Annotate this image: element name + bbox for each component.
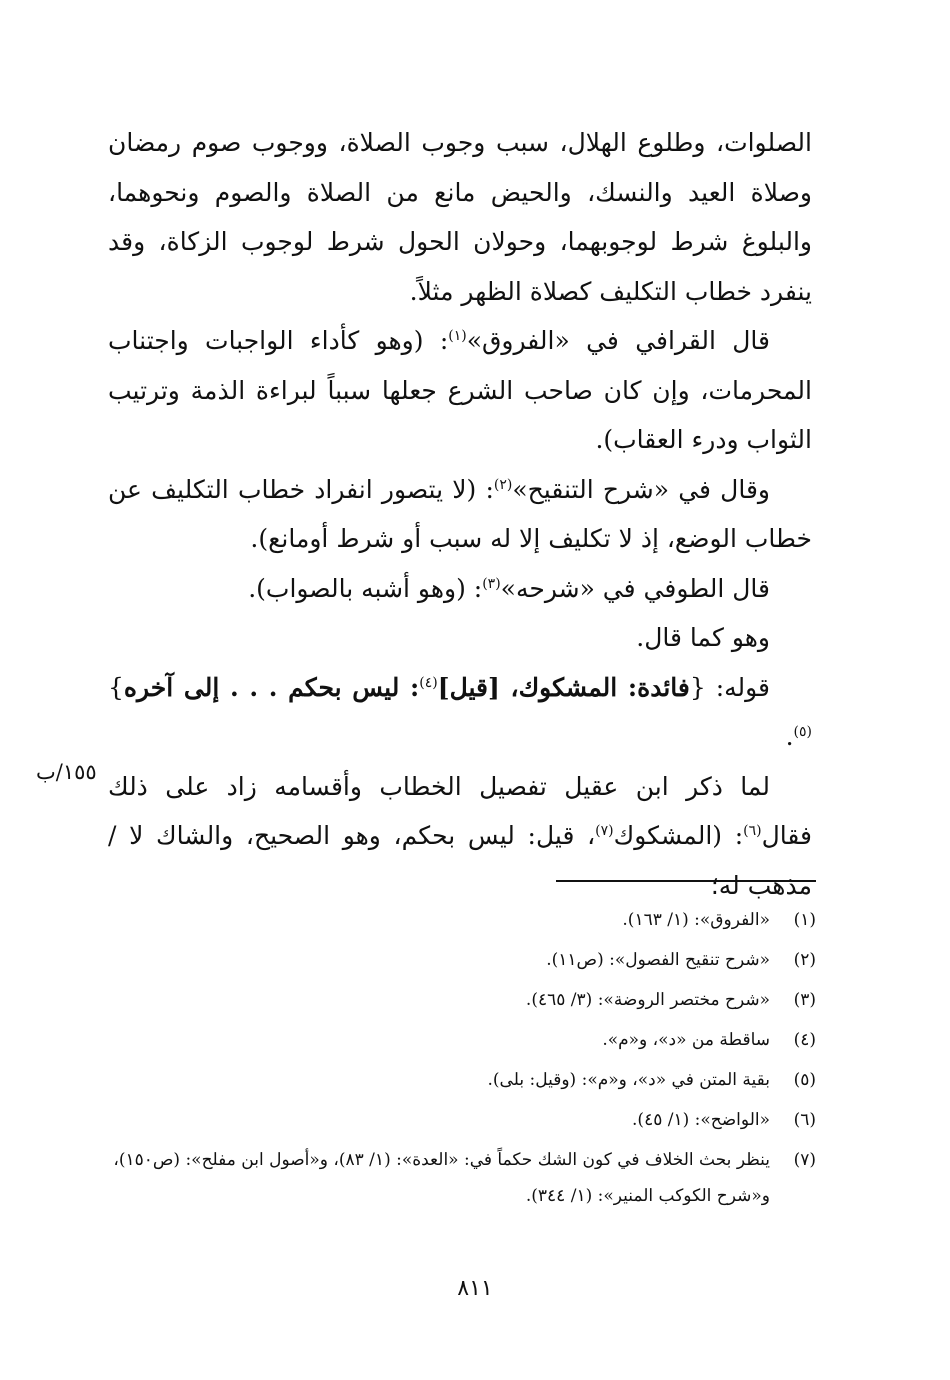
paragraph-7	[108, 762, 812, 911]
text-run: : (وهو أشبه بالصواب).	[248, 573, 483, 603]
footnote-ref[interactable]: (٢)	[493, 476, 513, 493]
footnote-number: (٥)	[793, 1070, 816, 1090]
text-run: .	[785, 722, 794, 751]
text-run: وقال في «شرح التنقيح»	[512, 474, 770, 504]
footnote	[100, 900, 820, 940]
paragraph-6	[108, 663, 812, 762]
footnote-number: (٦)	[793, 1110, 816, 1130]
paragraph-4	[108, 564, 812, 614]
paragraph-5: وهو كما قال.	[636, 623, 770, 652]
footnote	[100, 980, 820, 1020]
footnote-number: (٤)	[793, 1030, 816, 1050]
footnote-ref[interactable]: (١)	[448, 328, 467, 344]
footnote-ref[interactable]: (٦)	[743, 823, 762, 839]
text-run: : (لا يتصور انفراد خطاب التكليف عن خطاب الوضع، إذ لا تكليف إلا له سبب أو شرط أومانع).	[108, 474, 812, 553]
footnote-ref[interactable]: (٥)	[793, 724, 812, 740]
matn-quote: : ليس بحكم . . . إلى آخره	[123, 672, 420, 702]
footnote-ref[interactable]: (٤)	[419, 674, 438, 691]
manuscript-folio-note: ١٥٥/ب	[36, 760, 97, 784]
paragraph-3	[108, 465, 812, 564]
footnote-ref[interactable]: (٣)	[482, 575, 501, 592]
paragraph-2	[108, 316, 812, 465]
footnote-text: ساقطة من «د»، و«م».	[602, 1030, 770, 1050]
footnotes	[100, 900, 820, 1214]
footnote-number: (٧)	[793, 1150, 816, 1170]
footnote-number: (١)	[793, 910, 816, 930]
text-run: ، قيل: ليس بحكم، وهو الصحيح، والشاك لا / مذهب له؛	[108, 821, 812, 900]
footnote-text: «شرح تنقيح الفصول»: (ص١١).	[546, 950, 770, 970]
text-run: قال الطوفي في «شرحه»	[500, 573, 770, 603]
footnote	[100, 1020, 820, 1060]
text-run: : (وهو كأداء الواجبات واجتناب المحرمات، وإن كان صاحب الشرع جعلها سبباً لبراءة الذمة وترتيب الثواب ودرء العقاب).	[108, 326, 812, 454]
paragraph-1: الصلوات، وطلوع الهلال، سبب وجوب الصلاة، ووجوب صوم رمضان وصلاة العيد والنسك، والحيض مانع من الصلاة والصوم ونحوهما، والبلوغ شرط لوجوبهما، وحولان الحول شرط لوجوب الزكاة، وقد ينفرد خطاب التكليف كصلاة الظهر مثلاً.	[108, 128, 812, 306]
footnote-text: «الواضح»: (١/ ٤٥).	[632, 1110, 770, 1130]
text-run: قال القرافي في «الفروق»	[466, 326, 770, 355]
text-run: لما ذكر ابن عقيل تفصيل الخطاب وأقسامه زاد على ذلك فقال	[108, 771, 812, 850]
footnote-number: (٢)	[793, 950, 816, 970]
footnote	[100, 1100, 820, 1140]
footnote	[100, 1060, 820, 1100]
footnote-text: «شرح مختصر الروضة»: (٣/ ٤٦٥).	[525, 990, 770, 1010]
text-run: قوله: {	[689, 672, 771, 702]
footnote	[100, 1140, 820, 1214]
text-run: : (المشكوك	[613, 821, 744, 850]
footnote-text: ينظر بحث الخلاف في كون الشك حكماً في: «العدة»: (١/ ٨٣)، و«أصول ابن مفلح»: (ص١٥٠)، و«شرح الكوكب المنير»: (١/ ٣٤٤).	[113, 1150, 770, 1206]
text-run: }	[108, 672, 124, 702]
footnote	[100, 940, 820, 980]
footnote-divider	[556, 880, 816, 882]
footnote-text: بقية المتن في «د»، و«م»: (وقيل: بلى).	[487, 1070, 770, 1090]
footnote-text: «الفروق»: (١/ ١٦٣).	[622, 910, 770, 930]
footnote-number: (٣)	[793, 990, 816, 1010]
page-number: ٨١١	[457, 1276, 493, 1301]
matn-quote: فائدة: المشكوك، [قيل]	[437, 672, 690, 702]
footnote-ref[interactable]: (٧)	[595, 823, 614, 839]
main-text	[108, 118, 812, 910]
